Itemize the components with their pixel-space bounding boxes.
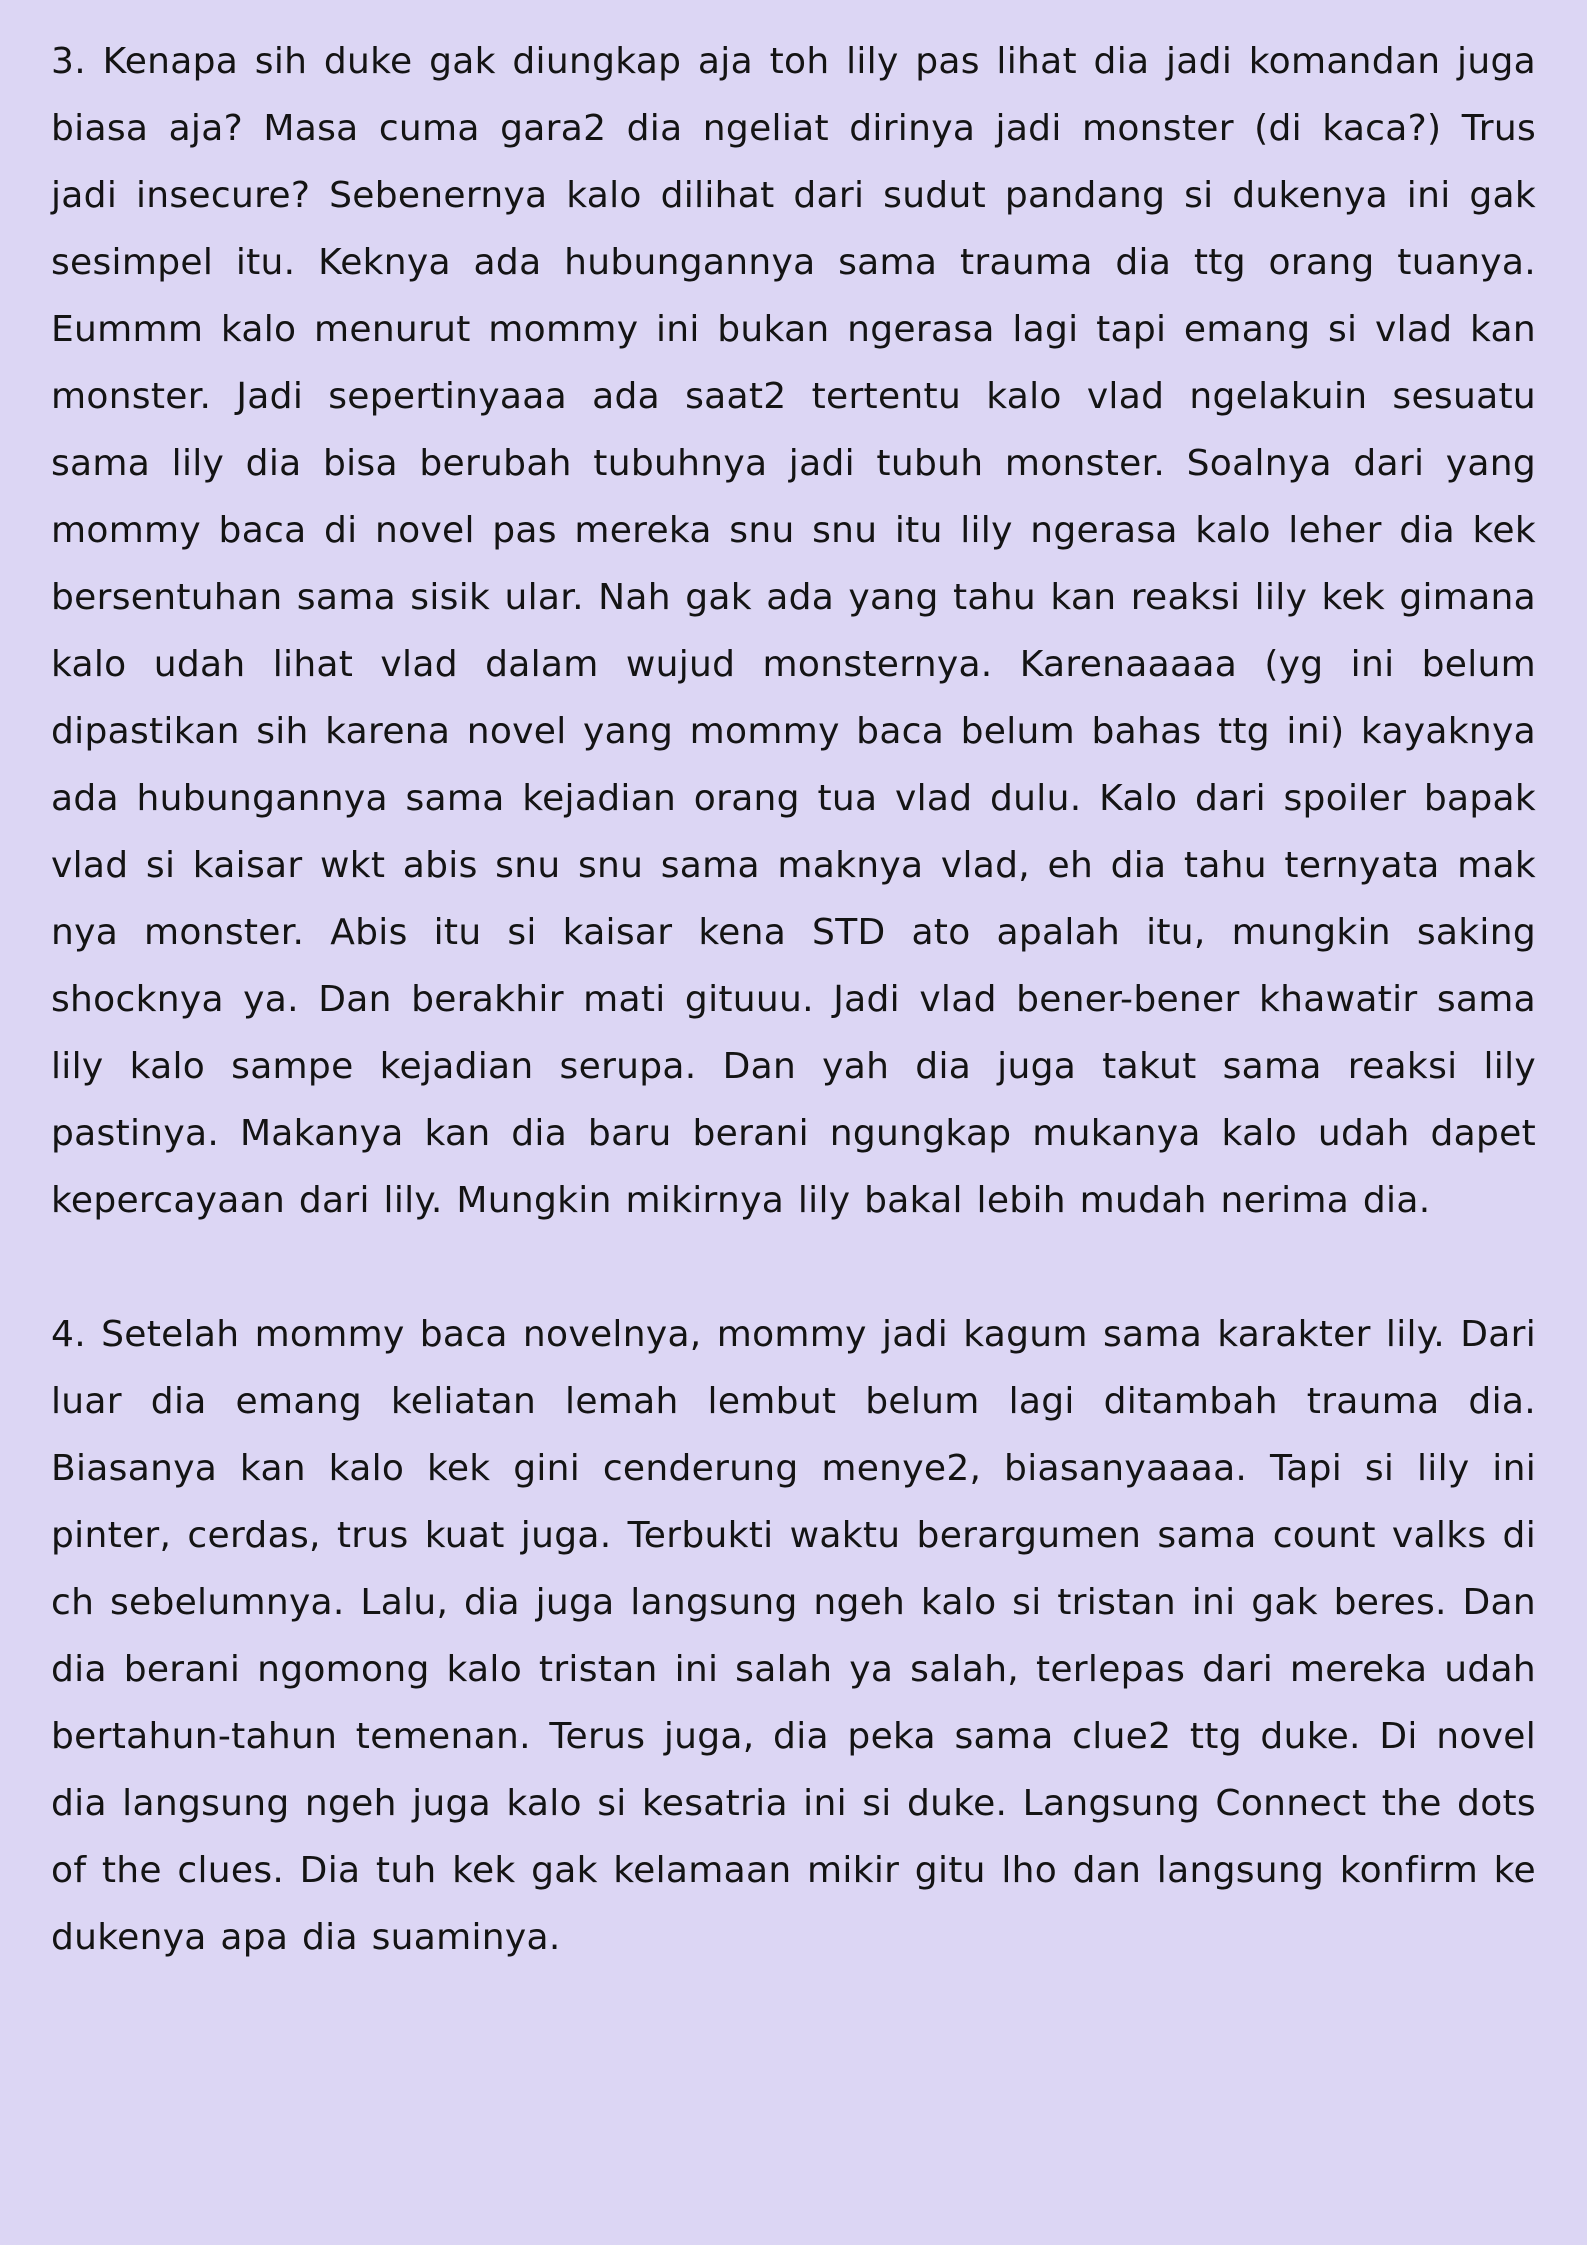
paragraph-3 — [51, 28, 1536, 1234]
paragraph-4 — [51, 1301, 1536, 1971]
paragraph-text: Kenapa sih duke gak diungkap aja toh lily pas lihat dia jadi komandan juga biasa aja? Masa cuma gara2 dia ngeliat dirinya jadi monster (di kaca?) Trus jadi insecure? Sebenernya kalo dilihat dari sudut pandang si dukenya ini gak sesimpel itu. Keknya ada hubungannya sama trauma dia ttg orang tuanya. Eummm kalo menurut mommy ini bukan ngerasa lagi tapi emang si vlad kan monster. Jadi sepertinyaaa ada saat2 tertentu kalo vlad ngelakuin sesuatu sama lily dia bisa berubah tubuhnya jadi tubuh monster. Soalnya dari yang mommy baca di novel pas mereka snu snu itu lily ngerasa kalo leher dia kek bersentuhan sama sisik ular. Nah gak ada yang tahu kan reaksi lily kek gimana kalo udah lihat vlad dalam wujud monsternya. Karenaaaaa (yg ini belum dipastikan sih karena novel yang mommy baca belum bahas ttg ini) kayaknya ada hubungannya sama kejadian orang tua vlad dulu. Kalo dari spoiler bapak vlad si kaisar wkt abis snu snu sama maknya vlad, eh dia tahu ternyata mak nya monster. Abis itu si kaisar kena STD ato apalah itu, mungkin saking shocknya ya. Dan berakhir mati gituuu. Jadi vlad bener-bener khawatir sama lily kalo sampe kejadian serupa. Dan yah dia juga takut sama reaksi lily pastinya. Makanya kan dia baru berani ngungkap mukanya kalo udah dapet kepercayaan dari lily. Mungkin mikirnya lily bakal lebih mudah nerima dia. — [51, 41, 1536, 1221]
paragraph-number: 4. — [51, 1314, 86, 1355]
paragraph-text: Setelah mommy baca novelnya, mommy jadi kagum sama karakter lily. Dari luar dia emang keliatan lemah lembut belum lagi ditambah trauma dia. Biasanya kan kalo kek gini cenderung menye2, biasanyaaaa. Tapi si lily ini pinter, cerdas, trus kuat juga. Terbukti waktu berargumen sama count valks di ch sebelumnya. Lalu, dia juga langsung ngeh kalo si tristan ini gak beres. Dan dia berani ngomong kalo tristan ini salah ya salah, terlepas dari mereka udah bertahun-tahun temenan. Terus juga, dia peka sama clue2 ttg duke. Di novel dia langsung ngeh juga kalo si kesatria ini si duke. Langsung Connect the dots of the clues. Dia tuh kek gak kelamaan mikir gitu lho dan langsung konfirm ke dukenya apa dia suaminya. — [51, 1314, 1536, 1958]
paragraph-number: 3. — [51, 41, 86, 82]
paragraph-spacer — [51, 1234, 1536, 1301]
